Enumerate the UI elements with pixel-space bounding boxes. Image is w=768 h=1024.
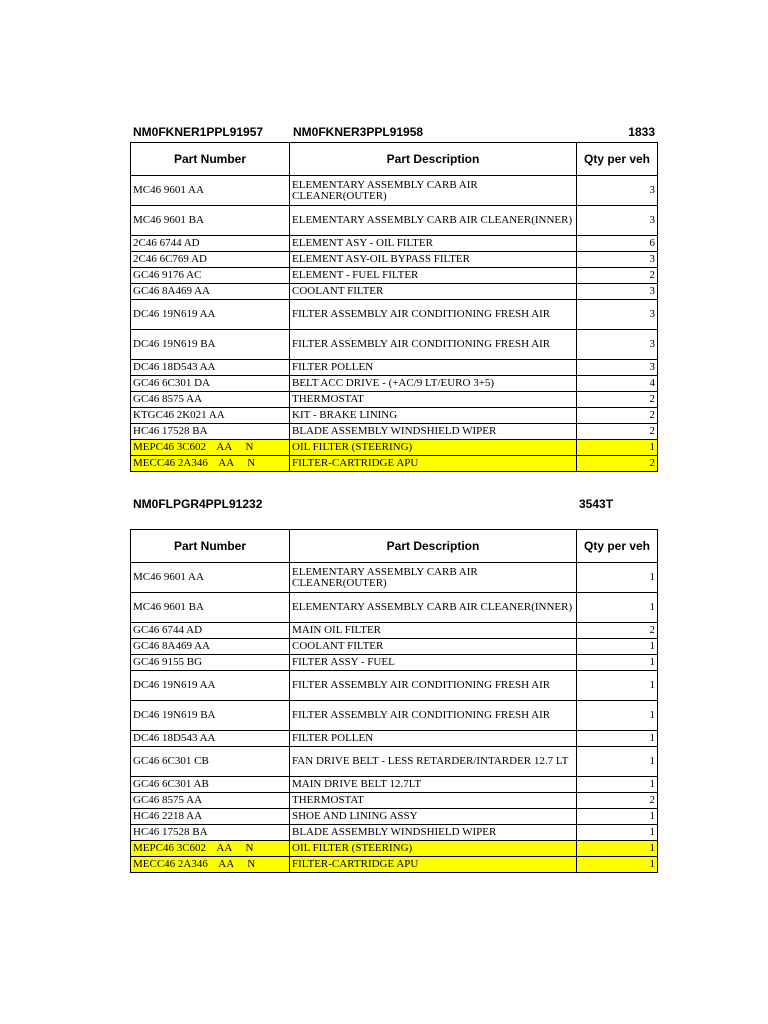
- part-description-cell: ELEMENTARY ASSEMBLY CARB AIR CLEANER(INNER): [290, 593, 577, 623]
- part-description-cell: ELEMENT ASY - OIL FILTER: [290, 236, 577, 252]
- part-number-cell: MC46 9601 AA: [131, 176, 290, 206]
- column-header-part-number: Part Number: [131, 530, 290, 563]
- qty-cell: 2: [577, 268, 658, 284]
- part-number-cell: GC46 8A469 AA: [131, 639, 290, 655]
- qty-cell: 1: [577, 857, 658, 873]
- qty-cell: 1: [577, 701, 658, 731]
- part-description-cell: FILTER ASSEMBLY AIR CONDITIONING FRESH AIR: [290, 671, 577, 701]
- table-row: [131, 206, 658, 236]
- qty-cell: 4: [577, 376, 658, 392]
- table-row: [131, 731, 658, 747]
- table-row: [131, 376, 658, 392]
- table-row: [131, 424, 658, 440]
- table-row: [131, 747, 658, 777]
- qty-cell: 3: [577, 360, 658, 376]
- table-row: [131, 268, 658, 284]
- part-description-cell: OIL FILTER (STEERING): [290, 841, 577, 857]
- part-description-cell: COOLANT FILTER: [290, 284, 577, 300]
- section1-vin-b: NM0FKNER3PPL91958: [293, 125, 424, 139]
- qty-cell: 1: [577, 655, 658, 671]
- part-description-cell: BELT ACC DRIVE - (+AC/9 LT/EURO 3+5): [290, 376, 577, 392]
- section1-vin-a: NM0FKNER1PPL91957: [133, 125, 264, 139]
- part-description-cell: THERMOSTAT: [290, 793, 577, 809]
- table-row: [131, 252, 658, 268]
- part-number-cell: DC46 19N619 BA: [131, 330, 290, 360]
- part-description-cell: ELEMENTARY ASSEMBLY CARB AIR CLEANER(OUTER): [290, 563, 577, 593]
- part-description-cell: MAIN OIL FILTER: [290, 623, 577, 639]
- table-header-row: [131, 530, 658, 563]
- qty-cell: 3: [577, 284, 658, 300]
- qty-cell: 1: [577, 841, 658, 857]
- part-description-cell: KIT - BRAKE LINING: [290, 408, 577, 424]
- part-number-cell: HC46 17528 BA: [131, 825, 290, 841]
- qty-cell: 1: [577, 593, 658, 623]
- part-number-cell: 2C46 6744 AD: [131, 236, 290, 252]
- part-number-cell: DC46 18D543 AA: [131, 731, 290, 747]
- qty-cell: 3: [577, 252, 658, 268]
- part-description-cell: ELEMENTARY ASSEMBLY CARB AIR CLEANER(OUTER): [290, 176, 577, 206]
- part-number-cell: GC46 6C301 DA: [131, 376, 290, 392]
- table-row: [131, 563, 658, 593]
- part-number-cell: GC46 9155 BG: [131, 655, 290, 671]
- qty-cell: 1: [577, 809, 658, 825]
- section1-code: 1833: [628, 125, 655, 139]
- qty-cell: 2: [577, 456, 658, 472]
- part-number-cell: HC46 2218 AA: [131, 809, 290, 825]
- table-row: [131, 593, 658, 623]
- table-row: [131, 360, 658, 376]
- table-row: [131, 300, 658, 330]
- part-description-cell: ELEMENTARY ASSEMBLY CARB AIR CLEANER(INNER): [290, 206, 577, 236]
- qty-cell: 6: [577, 236, 658, 252]
- qty-cell: 1: [577, 639, 658, 655]
- part-description-cell: FILTER-CARTRIDGE APU: [290, 456, 577, 472]
- section1-parts-table: [130, 142, 658, 472]
- part-number-cell: MC46 9601 AA: [131, 563, 290, 593]
- table-row-highlighted: [131, 440, 658, 456]
- qty-cell: 2: [577, 392, 658, 408]
- table-row: [131, 392, 658, 408]
- column-header-qty: Qty per veh: [577, 143, 658, 176]
- section2-parts-table: [130, 529, 658, 873]
- table-row: [131, 793, 658, 809]
- table-row-highlighted: [131, 841, 658, 857]
- part-description-cell: BLADE ASSEMBLY WINDSHIELD WIPER: [290, 825, 577, 841]
- table-row: [131, 236, 658, 252]
- part-number-cell: GC46 6C301 AB: [131, 777, 290, 793]
- table-row: [131, 825, 658, 841]
- part-description-cell: FILTER ASSY - FUEL: [290, 655, 577, 671]
- table-row: [131, 408, 658, 424]
- table-row: [131, 623, 658, 639]
- section2-code: 3543T: [579, 497, 614, 511]
- part-description-cell: BLADE ASSEMBLY WINDSHIELD WIPER: [290, 424, 577, 440]
- part-number-cell: GC46 8575 AA: [131, 793, 290, 809]
- part-description-cell: OIL FILTER (STEERING): [290, 440, 577, 456]
- table-row: [131, 701, 658, 731]
- part-number-cell: DC46 18D543 AA: [131, 360, 290, 376]
- qty-cell: 3: [577, 176, 658, 206]
- part-description-cell: FILTER-CARTRIDGE APU: [290, 857, 577, 873]
- table-row: [131, 330, 658, 360]
- part-number-cell: KTGC46 2K021 AA: [131, 408, 290, 424]
- part-description-cell: SHOE AND LINING ASSY: [290, 809, 577, 825]
- table-row: [131, 176, 658, 206]
- part-number-cell: DC46 19N619 AA: [131, 300, 290, 330]
- part-number-cell: MECC46 2A346 AA N: [131, 857, 290, 873]
- table-row-highlighted: [131, 456, 658, 472]
- part-description-cell: FILTER ASSEMBLY AIR CONDITIONING FRESH AIR: [290, 330, 577, 360]
- qty-cell: 1: [577, 440, 658, 456]
- part-description-cell: ELEMENT ASY-OIL BYPASS FILTER: [290, 252, 577, 268]
- part-number-cell: GC46 6744 AD: [131, 623, 290, 639]
- column-header-qty: Qty per veh: [577, 530, 658, 563]
- qty-cell: 3: [577, 300, 658, 330]
- part-description-cell: FILTER POLLEN: [290, 360, 577, 376]
- table-row: [131, 655, 658, 671]
- qty-cell: 3: [577, 206, 658, 236]
- part-number-cell: HC46 17528 BA: [131, 424, 290, 440]
- part-number-cell: MEPC46 3C602 AA N: [131, 841, 290, 857]
- qty-cell: 2: [577, 623, 658, 639]
- part-description-cell: COOLANT FILTER: [290, 639, 577, 655]
- section2-vin-a: NM0FLPGR4PPL91232: [133, 497, 263, 511]
- table-header-row: [131, 143, 658, 176]
- column-header-part-number: Part Number: [131, 143, 290, 176]
- table-row-highlighted: [131, 857, 658, 873]
- part-number-cell: MC46 9601 BA: [131, 206, 290, 236]
- column-header-part-description: Part Description: [290, 530, 577, 563]
- qty-cell: 1: [577, 563, 658, 593]
- table-row: [131, 777, 658, 793]
- column-header-part-description: Part Description: [290, 143, 577, 176]
- part-number-cell: MC46 9601 BA: [131, 593, 290, 623]
- qty-cell: 2: [577, 424, 658, 440]
- part-number-cell: GC46 8A469 AA: [131, 284, 290, 300]
- part-number-cell: MECC46 2A346 AA N: [131, 456, 290, 472]
- table-row: [131, 284, 658, 300]
- qty-cell: 1: [577, 671, 658, 701]
- part-number-cell: 2C46 6C769 AD: [131, 252, 290, 268]
- part-description-cell: ELEMENT - FUEL FILTER: [290, 268, 577, 284]
- qty-cell: 1: [577, 731, 658, 747]
- part-description-cell: FILTER ASSEMBLY AIR CONDITIONING FRESH AIR: [290, 701, 577, 731]
- part-description-cell: FILTER POLLEN: [290, 731, 577, 747]
- part-number-cell: GC46 9176 AC: [131, 268, 290, 284]
- qty-cell: 1: [577, 825, 658, 841]
- part-number-cell: GC46 8575 AA: [131, 392, 290, 408]
- part-description-cell: FAN DRIVE BELT - LESS RETARDER/INTARDER 12.7 LT: [290, 747, 577, 777]
- section2-header: [131, 497, 657, 513]
- qty-cell: 1: [577, 777, 658, 793]
- part-number-cell: MEPC46 3C602 AA N: [131, 440, 290, 456]
- part-description-cell: FILTER ASSEMBLY AIR CONDITIONING FRESH AIR: [290, 300, 577, 330]
- table-row: [131, 639, 658, 655]
- qty-cell: 1: [577, 747, 658, 777]
- part-number-cell: GC46 6C301 CB: [131, 747, 290, 777]
- qty-cell: 2: [577, 793, 658, 809]
- qty-cell: 2: [577, 408, 658, 424]
- section1-header: [131, 125, 657, 141]
- part-description-cell: MAIN DRIVE BELT 12.7LT: [290, 777, 577, 793]
- table-row: [131, 671, 658, 701]
- part-number-cell: DC46 19N619 AA: [131, 671, 290, 701]
- part-number-cell: DC46 19N619 BA: [131, 701, 290, 731]
- qty-cell: 3: [577, 330, 658, 360]
- table-row: [131, 809, 658, 825]
- part-description-cell: THERMOSTAT: [290, 392, 577, 408]
